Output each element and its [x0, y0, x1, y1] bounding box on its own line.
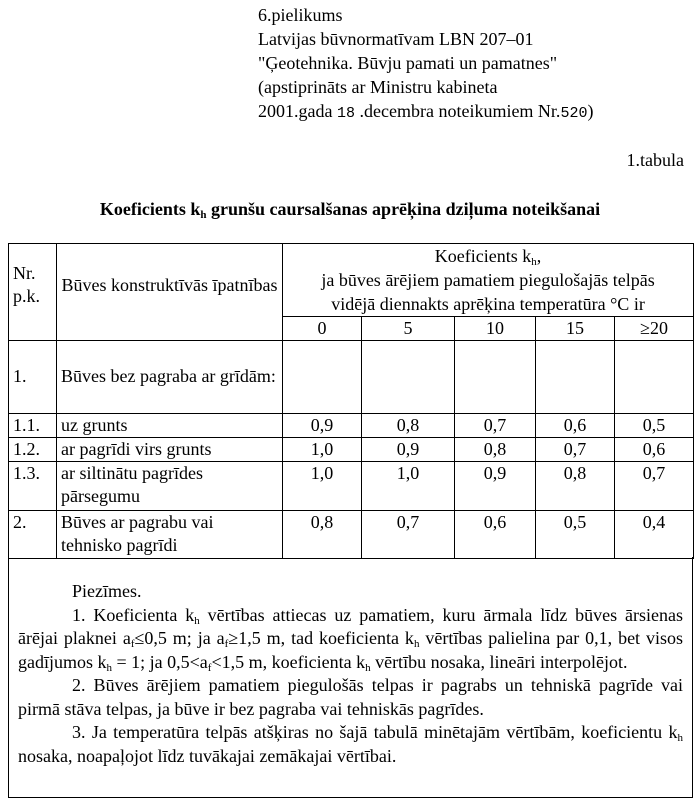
note-text: ≤0,5 m; ja a	[134, 628, 225, 648]
temperature-header: 0	[283, 317, 362, 341]
coefficient-value: 0,8	[362, 414, 455, 438]
annex-line: 6.pielikums	[258, 5, 343, 25]
coefficient-value: 0,7	[362, 511, 455, 559]
title-subscript: h	[200, 209, 207, 221]
row-number: 2.	[9, 511, 57, 559]
coefficient-value: 0,5	[536, 511, 615, 559]
table-row	[9, 414, 694, 438]
coefficient-value: 1,0	[362, 462, 455, 511]
coefficient-value: 0,8	[283, 511, 362, 559]
temperature-header: 5	[362, 317, 455, 341]
row-description: Būves ar pagrabu vai tehnisko pagrīdi	[57, 511, 283, 559]
subscript: f	[224, 638, 229, 650]
subscript: h	[365, 661, 371, 674]
coefficient-value: 0,9	[283, 414, 362, 438]
subscript: h	[194, 614, 200, 627]
coef-subscript: h	[531, 256, 537, 268]
header-coefficient	[283, 244, 694, 317]
note-item	[18, 604, 683, 675]
date-mid: .decembra noteikumiem Nr.	[355, 101, 561, 121]
date-suffix: )	[587, 101, 594, 121]
table-row	[9, 511, 694, 559]
note-text: 3. Ja temperatūra telpās atšķiras no šajā tabulā minētajām vērtībām, koeficientu k	[72, 722, 678, 742]
header-description: Būves konstruktīvās īpatnības	[57, 244, 283, 341]
annex-date-line	[258, 99, 593, 126]
note-text: vērtību nosaka, lineāri interpolējot.	[370, 651, 628, 672]
notes-heading: Piezīmes.	[72, 581, 142, 601]
table-row	[9, 341, 694, 414]
note-text: 2. Būves ārējiem pamatiem piegulošās telpas ir pagrabs un tehniskā pagrīde vai pirmā stāva telpas, ja būve ir bez pagraba vai tehniskās pagrīdes.	[18, 675, 683, 719]
table-row	[9, 462, 694, 511]
note-text: = 1; ja 0,5<a	[112, 651, 208, 672]
coefficient-value: 1,0	[283, 462, 362, 511]
annex-line: Latvijas būvnormatīvam LBN 207–01	[258, 29, 534, 49]
row-number: 1.	[9, 341, 57, 414]
reg-number: 520	[560, 105, 588, 122]
title-text: Koeficients k	[99, 199, 201, 219]
note-text: <1,5 m, koeficienta k	[211, 651, 366, 672]
coef-label: Koeficients k	[434, 246, 532, 266]
coefficient-value: 0,6	[455, 511, 536, 559]
row-number: 1.3.	[9, 462, 57, 511]
coefficient-value: 1,0	[283, 438, 362, 462]
temperature-header: 10	[455, 317, 536, 341]
row-description: ar siltinātu pagrīdes pārsegumu	[57, 462, 283, 511]
subscript: h	[413, 638, 420, 650]
temperature-header: 15	[536, 317, 615, 341]
coefficient-value	[283, 341, 362, 414]
coef-line: vidējā diennakts aprēķina temperatūra °C ir	[331, 294, 645, 314]
header-nr: Nr. p.k.	[9, 244, 57, 341]
row-description: ar pagrīdi virs grunts	[57, 438, 283, 462]
coefficient-value: 0,6	[615, 438, 694, 462]
coefficient-value: 0,7	[536, 438, 615, 462]
notes-box	[8, 557, 693, 798]
note-item	[18, 721, 683, 768]
note-item	[18, 674, 683, 721]
note-text: vērtības palielina par 0,1, bet visos gadījumos k	[18, 628, 684, 672]
table-title	[0, 197, 700, 221]
coefficient-value: 0,7	[455, 414, 536, 438]
coefficient-value: 0,4	[615, 511, 694, 559]
subscript: h	[677, 732, 683, 744]
date-prefix: 2001.gada	[258, 101, 337, 121]
coefficient-value: 0,9	[362, 438, 455, 462]
coefficient-value: 0,9	[455, 462, 536, 511]
date-day: 18	[336, 105, 355, 122]
note-text: nosaka, noapaļojot līdz tuvākajai zemākajai vērtībai.	[18, 745, 397, 766]
table-row	[9, 438, 694, 462]
note-text: 1. Koeficienta k	[72, 604, 195, 625]
coefficient-table	[8, 243, 694, 559]
coefficient-value	[615, 341, 694, 414]
subscript: f	[207, 661, 212, 674]
row-number: 1.1.	[9, 414, 57, 438]
annex-line: "Ģeotehnika. Būvju pamati un pamatnes"	[258, 53, 558, 73]
coefficient-value: 0,8	[536, 462, 615, 511]
note-text: ≥1,5 m, tad koeficienta k	[228, 628, 414, 648]
coef-label: ,	[536, 246, 542, 266]
coefficient-value: 0,6	[536, 414, 615, 438]
coefficient-value: 0,7	[615, 462, 694, 511]
row-description: Būves bez pagraba ar grīdām:	[57, 341, 283, 414]
note-text: vērtības attiecas uz pamatiem, kuru ārmala līdz būves ārsienas ārējai plaknei a	[18, 604, 684, 648]
coefficient-value: 0,8	[455, 438, 536, 462]
annex-line: (apstiprināts ar Ministru kabineta	[258, 77, 498, 97]
coefficient-value	[455, 341, 536, 414]
row-description: uz grunts	[57, 414, 283, 438]
subscript: h	[106, 661, 112, 674]
temperature-header: ≥20	[615, 317, 694, 341]
coefficient-value	[536, 341, 615, 414]
title-text: grunšu caursalšanas aprēķina dziļuma noteikšanai	[206, 199, 601, 219]
coefficient-value: 0,5	[615, 414, 694, 438]
row-number: 1.2.	[9, 438, 57, 462]
table-number: 1.tabula	[626, 150, 684, 170]
coefficient-value	[362, 341, 455, 414]
coef-line: ja būves ārējiem pamatiem piegulošajās telpās	[321, 270, 655, 290]
annex-header	[258, 3, 593, 126]
subscript: f	[130, 638, 135, 650]
